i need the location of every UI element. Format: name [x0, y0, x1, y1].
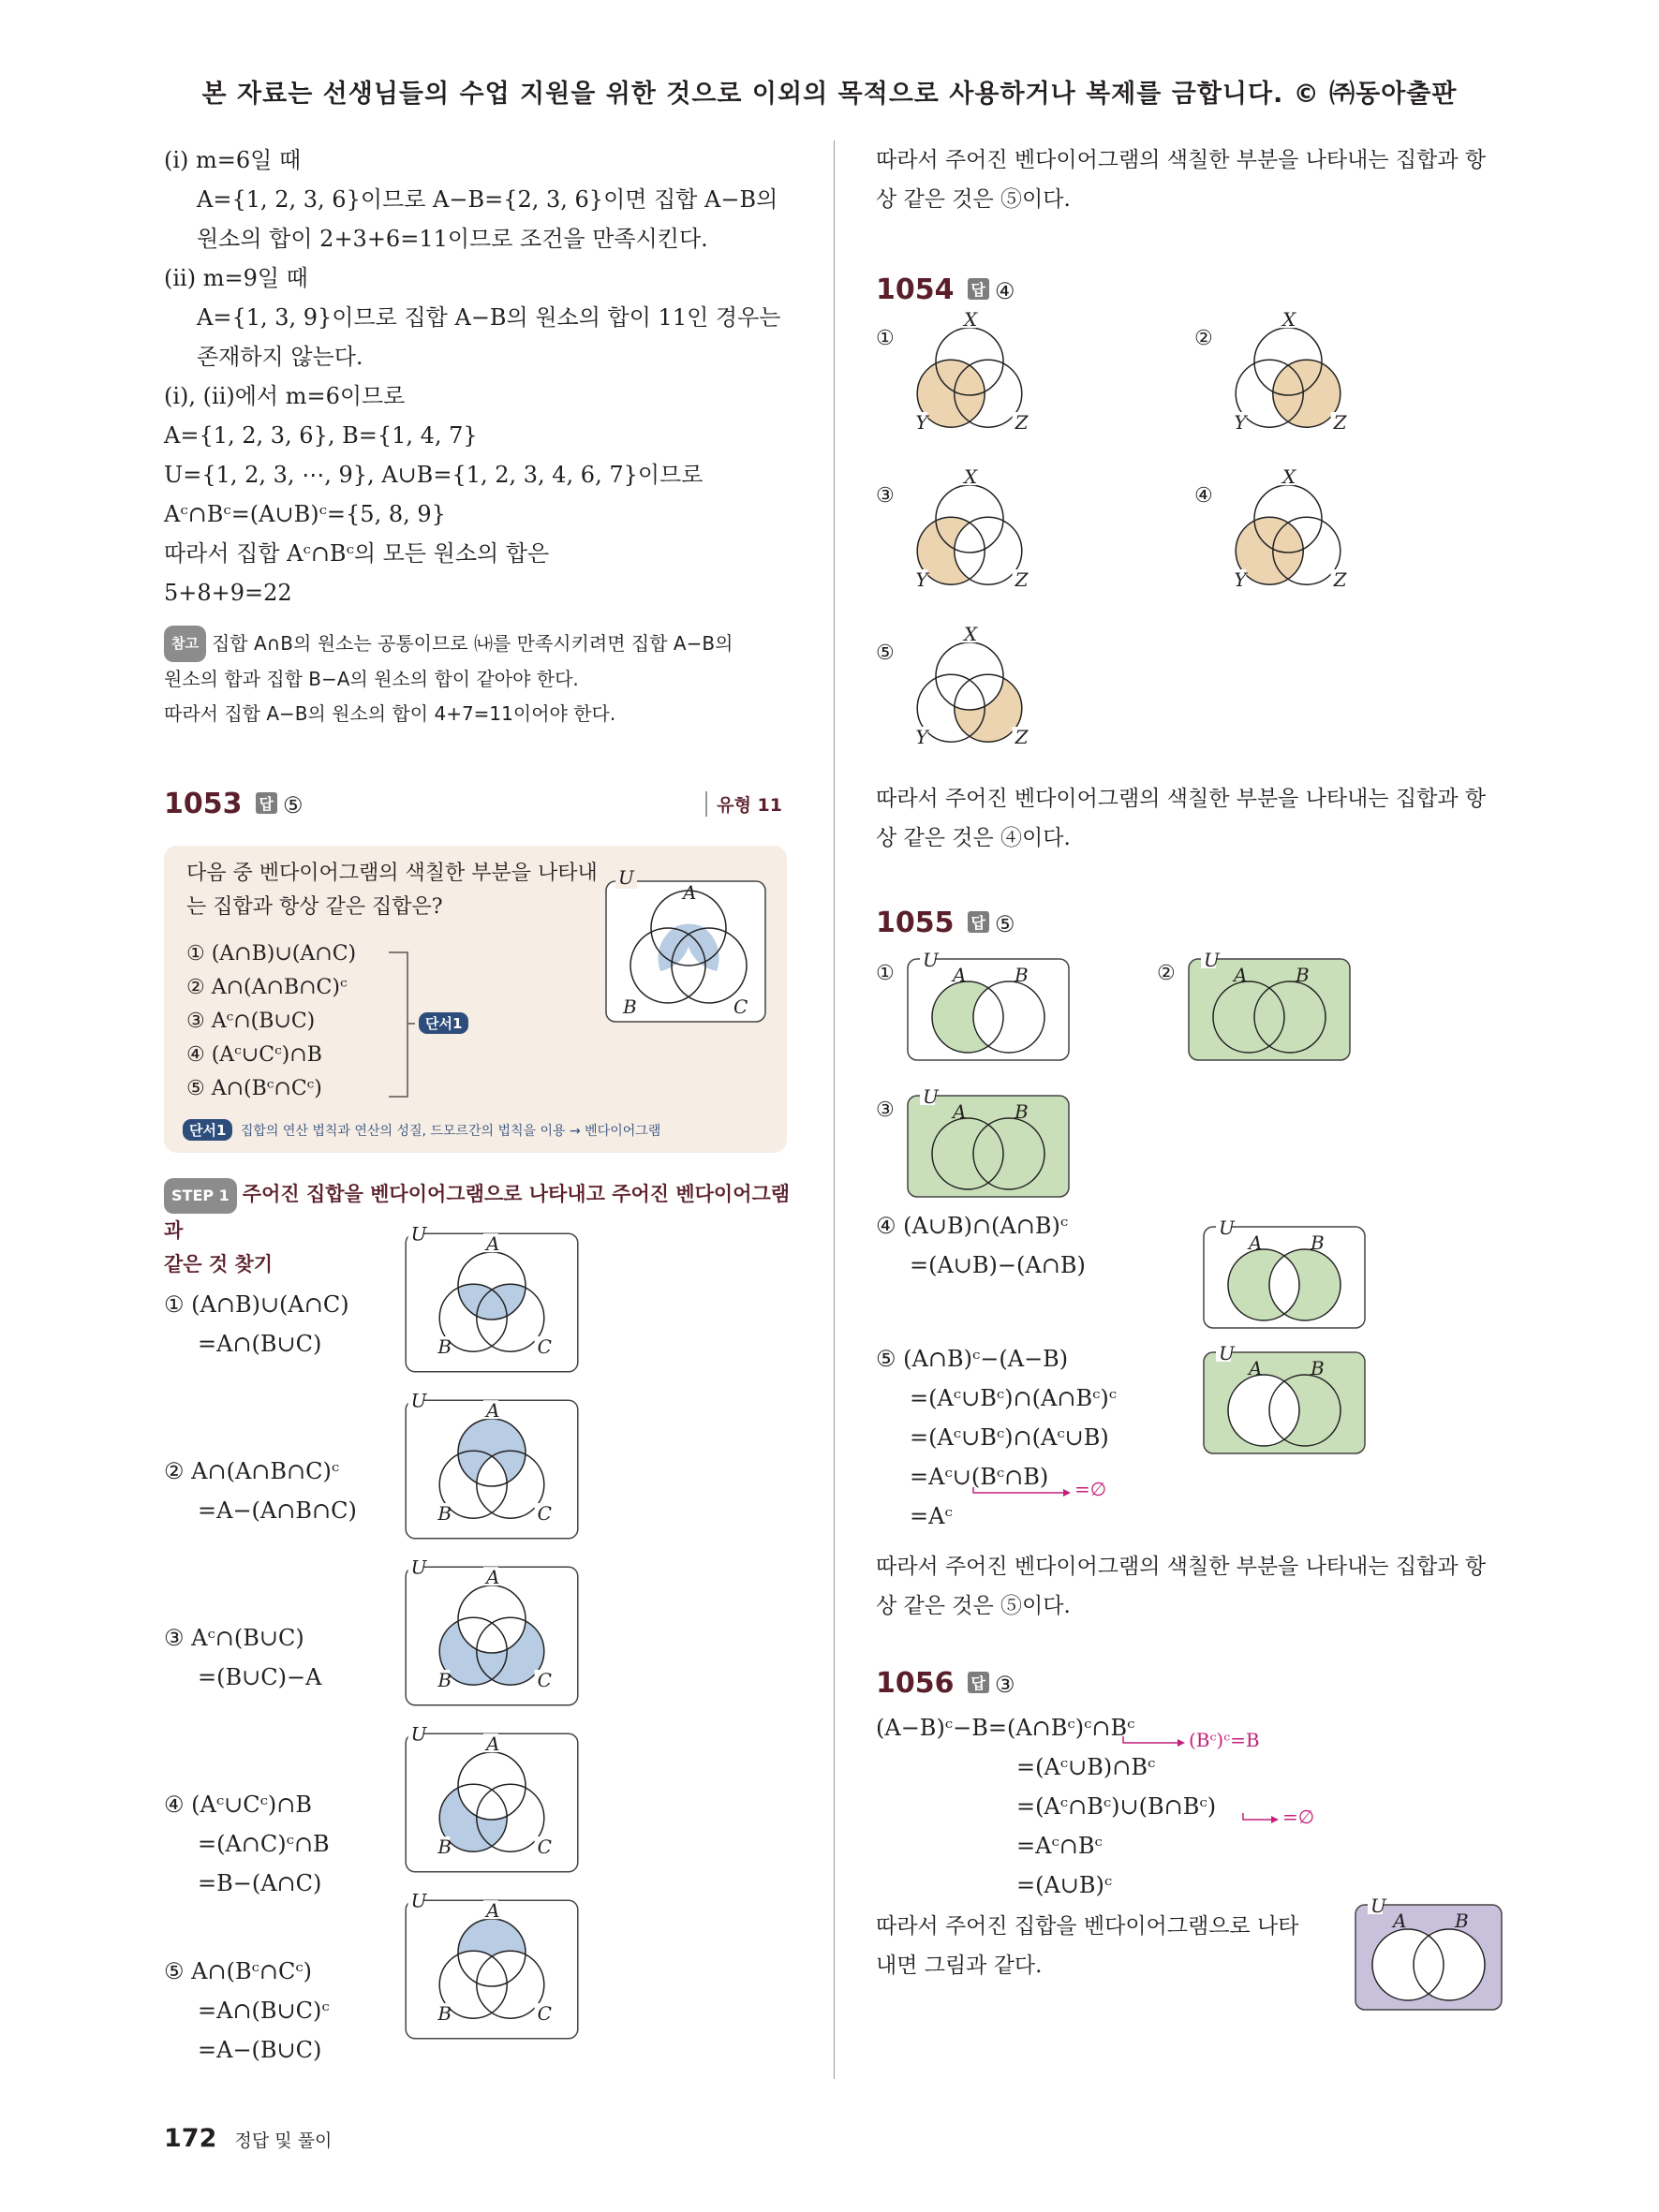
empty-set-note: =∅ [1074, 1478, 1107, 1500]
option-mark-2: ② [1157, 962, 1176, 985]
p1056-eq-2: =(Aᶜ∪B)∩Bᶜ [1016, 1754, 1156, 1780]
p1055-s4-line-2: =(A∪B)−(A∩B) [910, 1252, 1086, 1278]
label-b: B [1015, 964, 1029, 986]
option-1: ① (A∩B)∪(A∩C) [186, 942, 357, 966]
option-5: ⑤ A∩(Bᶜ∩Cᶜ) [186, 1077, 322, 1100]
p1055-s5-line-5: =Aᶜ [910, 1503, 953, 1529]
p1056-conclusion-line-1: 따라서 주어진 집합을 벤다이어그램으로 나타 [876, 1914, 1299, 1939]
label-left: B [437, 1836, 452, 1858]
p1056-arrow-2 [1241, 1813, 1281, 1826]
venn-solution-3 [406, 1556, 578, 1704]
left-column [164, 140, 801, 2124]
label-u: U [1370, 1895, 1386, 1917]
answer-tag: 답 [968, 1672, 989, 1693]
sol-4-line-2: =(A∩C)ᶜ∩B [198, 1831, 330, 1857]
question-line-1: 다음 중 벤다이어그램의 색칠한 부분을 나타내 [186, 862, 598, 885]
p1054-conclusion-line-2: 상 같은 것은 ④이다. [876, 826, 1071, 850]
label-left: Y [915, 726, 928, 748]
conclusion-line-6: 5+8+9=22 [164, 580, 292, 606]
sol-1-line-1: ① (A∩B)∪(A∩C) [164, 1291, 349, 1318]
venn-1055-option-1 [908, 949, 1069, 1060]
label-b: B [1455, 1910, 1469, 1932]
hint-line [183, 1119, 660, 1141]
sol-3-line-1: ③ Aᶜ∩(B∪C) [164, 1625, 304, 1651]
label-right: C [537, 2002, 552, 2025]
label-u: U [1204, 949, 1220, 971]
option-2: ② A∩(A∩B∩C)ᶜ [186, 976, 348, 999]
answer-value: ④ [994, 278, 1015, 304]
prev-conclusion-line-1: 따라서 주어진 벤다이어그램의 색칠한 부분을 나타내는 집합과 항 [876, 148, 1487, 172]
venn-solution-5 [406, 1889, 578, 2038]
label-right: Z [1015, 726, 1029, 748]
label-u: U [923, 1085, 939, 1108]
label-left: B [437, 1335, 452, 1358]
question-box [164, 846, 787, 1153]
footer-label: 정답 및 풀이 [234, 2131, 333, 2151]
venn-label-u: U [615, 866, 637, 889]
p1056-eq-3: =(Aᶜ∩Bᶜ)∪(B∩Bᶜ) [1016, 1793, 1217, 1820]
label-a: A [1234, 964, 1248, 986]
label-u: U [1219, 1342, 1235, 1364]
label-top: X [964, 465, 978, 489]
p1055-s4-line-1: ④ (A∪B)∩(A∩B)ᶜ [876, 1213, 1069, 1239]
conclusion-line-4: Aᶜ∩Bᶜ=(A∪B)ᶜ={5, 8, 9} [164, 501, 446, 527]
label-top: A [486, 1733, 500, 1756]
option-mark-1: ① [876, 962, 895, 985]
p1055-s5-line-2: =(Aᶜ∪Bᶜ)∩(A∩Bᶜ)ᶜ [910, 1385, 1118, 1411]
label-u: U [1219, 1217, 1235, 1239]
sol-1-line-2: =A∩(B∪C) [198, 1331, 322, 1357]
solution-venn-diagrams [410, 1222, 567, 2084]
problem-number: 1056 [876, 1667, 955, 1700]
label-right: C [537, 1836, 552, 1858]
sol-2-line-1: ② A∩(A∩B∩C)ᶜ [164, 1458, 340, 1484]
type-badge: 유형 11 [705, 791, 782, 817]
label-right: C [537, 1669, 552, 1691]
p1055-conclusion-line-2: 상 같은 것은 ⑤이다. [876, 1594, 1071, 1618]
label-right: C [537, 1502, 552, 1525]
venn-solution-2 [406, 1389, 578, 1538]
p1056-eq-5: =(A∪B)ᶜ [1016, 1872, 1113, 1898]
answer-tag: 답 [256, 792, 277, 814]
p1056-note-2: =∅ [1282, 1806, 1315, 1828]
venn-1054-option-4 [1194, 465, 1348, 591]
label-u: U [410, 1222, 427, 1246]
label-top: X [964, 308, 978, 332]
conclusion-line-3: U={1, 2, 3, ⋯, 9}, A∪B={1, 2, 3, 4, 6, 7}이므로 [164, 462, 704, 488]
label-b: B [1296, 964, 1310, 986]
answer-tag: 답 [968, 911, 989, 933]
label-right: Z [1333, 568, 1347, 591]
prev-conclusion-line-2: 상 같은 것은 ⑤이다. [876, 187, 1071, 212]
p1056-note-1: (Bᶜ)ᶜ=B [1189, 1729, 1260, 1751]
label-left: Y [915, 568, 928, 591]
venn-solution-1 [406, 1222, 578, 1371]
case-2-line-2: 존재하지 않는다. [197, 344, 363, 370]
answer-value: ⑤ [994, 911, 1015, 937]
conclusion-line-2: A={1, 2, 3, 6}, B={1, 4, 7} [164, 422, 478, 449]
p1056-eq-4: =Aᶜ∩Bᶜ [1016, 1833, 1103, 1859]
venn-diagram-1056 [1352, 1892, 1507, 2013]
solution-1056 [876, 1708, 1513, 1989]
note-line-3: 따라서 집합 A−B의 원소의 합이 4+7=11이어야 한다. [164, 702, 616, 725]
label-a: A [1393, 1910, 1407, 1932]
note-tag: 참고 [164, 626, 206, 662]
p1055-conclusion-line-1: 따라서 주어진 벤다이어그램의 색칠한 부분을 나타내는 집합과 항 [876, 1555, 1487, 1579]
label-b: B [1015, 1100, 1029, 1123]
problem-number: 1054 [876, 273, 955, 306]
sol-3-line-2: =(B∪C)−A [198, 1664, 322, 1690]
label-left: Y [1234, 411, 1247, 434]
venn-1055-option-5 [1204, 1342, 1365, 1453]
p1055-s5-line-4: =Aᶜ∪(Bᶜ∩B) [910, 1464, 1049, 1490]
label-a: A [953, 1100, 967, 1123]
venn-diagrams-1054 [876, 308, 1513, 775]
option-mark: ② [1194, 327, 1213, 350]
label-right: Z [1015, 411, 1029, 434]
option-mark: ⑤ [876, 641, 895, 665]
step-text-line-1: 주어진 집합을 벤다이어그램으로 나타내고 주어진 벤다이어그램과 [164, 1183, 791, 1242]
hint-text: 집합의 연산 법칙과 연산의 성질, 드모르간의 법칙을 이용 → 벤다이어그램 [240, 1124, 661, 1139]
question-line-2: 는 집합과 항상 같은 집합은? [186, 895, 443, 919]
venn-1054-option-3 [876, 465, 1029, 591]
answer-value: ③ [994, 1672, 1015, 1698]
option-mark: ④ [1194, 484, 1213, 508]
sol-5-line-3: =A−(B∪C) [198, 2037, 322, 2063]
sol-4-line-3: =B−(A∩C) [198, 1870, 322, 1896]
label-right: Z [1015, 568, 1029, 591]
option-mark: ③ [876, 484, 895, 508]
problem-1055-header [876, 907, 1513, 948]
label-u: U [923, 949, 939, 971]
venn-solution-4 [406, 1722, 578, 1871]
case-1-line-2: 원소의 합이 2+3+6=11이므로 조건을 만족시킨다. [197, 226, 708, 252]
label-top: X [1282, 308, 1296, 332]
solution-1055 [876, 948, 1513, 1547]
p1054-conclusion-line-1: 따라서 주어진 벤다이어그램의 색칠한 부분을 나타내는 집합과 항 [876, 787, 1487, 811]
venn-label-b: B [623, 995, 637, 1018]
copyright-header: 본 자료는 선생님들의 수업 지원을 위한 것으로 이외의 목적으로 사용하거나 복제를 금합니다. © ㈜동아출판 [201, 80, 1458, 109]
venn-1054-option-5 [876, 623, 1029, 748]
venn-1054-option-2 [1194, 308, 1348, 434]
option-3: ③ Aᶜ∩(B∪C) [186, 1010, 316, 1033]
label-right: Z [1333, 411, 1347, 434]
p1055-s5-line-1: ⑤ (A∩B)ᶜ−(A−B) [876, 1346, 1069, 1372]
label-b: B [1311, 1231, 1325, 1254]
label-a: A [953, 964, 967, 986]
label-b: B [1311, 1357, 1325, 1379]
label-top: A [486, 1232, 500, 1256]
case-1-title: (i) m=6일 때 [164, 147, 302, 173]
hint-label: 단서1 [183, 1119, 232, 1141]
sol-5-line-1: ⑤ A∩(Bᶜ∩Cᶜ) [164, 1958, 313, 1984]
p1056-eq-1: (A−B)ᶜ−B=(A∩Bᶜ)ᶜ∩Bᶜ [876, 1715, 1135, 1741]
conclusion-line-1: (i), (ii)에서 m=6이므로 [164, 383, 406, 409]
shaded-region [1204, 1352, 1365, 1453]
venn-label-a: A [683, 881, 697, 904]
problem-number: 1053 [164, 788, 243, 820]
step-badge: STEP 1 [164, 1178, 237, 1214]
sol-4-line-1: ④ (Aᶜ∪Cᶜ)∩B [164, 1792, 313, 1818]
label-u: U [410, 1556, 427, 1579]
case-2-line-1: A={1, 3, 9}이므로 집합 A−B의 원소의 합이 11인 경우는 [197, 304, 781, 331]
option-4: ④ (Aᶜ∪Cᶜ)∩B [186, 1043, 322, 1067]
answer-value: ⑤ [282, 792, 304, 818]
page-footer [164, 2124, 332, 2153]
label-a: A [1249, 1357, 1263, 1379]
sol-2-line-2: =A−(A∩B∩C) [198, 1497, 357, 1524]
reference-note [164, 626, 801, 731]
venn-1055-option-4 [1204, 1217, 1365, 1328]
label-top: A [486, 1899, 500, 1923]
options-bracket [387, 951, 415, 1100]
label-u: U [410, 1889, 427, 1912]
column-divider [834, 140, 835, 2079]
label-a: A [1249, 1231, 1263, 1254]
right-column [876, 140, 1513, 1989]
option-mark: ① [876, 327, 895, 350]
problem-1056-header [876, 1667, 1513, 1708]
page-number: 172 [164, 2124, 217, 2153]
label-u: U [410, 1722, 427, 1746]
option-mark-3: ③ [876, 1099, 895, 1122]
label-left: B [437, 2002, 452, 2025]
venn-label-c: C [733, 995, 748, 1018]
label-top: A [486, 1399, 500, 1423]
sol-5-line-2: =A∩(B∪C)ᶜ [198, 1998, 330, 2024]
venn-1054-option-1 [876, 308, 1029, 434]
problem-1053-header [164, 788, 801, 834]
hint-badge: 단서1 [419, 1012, 468, 1034]
note-line-2: 원소의 합과 집합 B−A의 원소의 합이 같아야 한다. [164, 668, 579, 690]
label-left: Y [1234, 568, 1247, 591]
label-left: B [437, 1502, 452, 1525]
venn-1055-option-2 [1189, 949, 1350, 1060]
label-top: X [1282, 465, 1296, 489]
label-top: A [486, 1566, 500, 1589]
problem-number: 1055 [876, 907, 955, 939]
p1055-s5-line-3: =(Aᶜ∪Bᶜ)∩(Aᶜ∪B) [910, 1424, 1109, 1451]
label-u: U [410, 1389, 427, 1412]
conclusion-line-5: 따라서 집합 Aᶜ∩Bᶜ의 모든 원소의 합은 [164, 540, 550, 567]
venn-1055-option-3 [908, 1085, 1069, 1197]
p1056-conclusion-line-2: 내면 그림과 같다. [876, 1954, 1043, 1978]
label-left: B [437, 1669, 452, 1691]
label-top: X [964, 623, 978, 646]
step-text-line-2: 같은 것 찾기 [164, 1253, 274, 1276]
case-1-line-1: A={1, 2, 3, 6}이므로 A−B={2, 3, 6}이면 집합 A−B의 [197, 186, 778, 213]
case-2-title: (ii) m=9일 때 [164, 265, 308, 291]
label-right: C [537, 1335, 552, 1358]
answer-tag: 답 [968, 278, 989, 300]
empty-arrow-1055 [970, 1487, 1073, 1498]
label-left: Y [915, 411, 928, 434]
note-line-1: 집합 A∩B의 원소는 공통이므로 ㈏를 만족시키려면 집합 A−B의 [211, 632, 733, 655]
p1056-arrow-1 [1121, 1736, 1187, 1749]
